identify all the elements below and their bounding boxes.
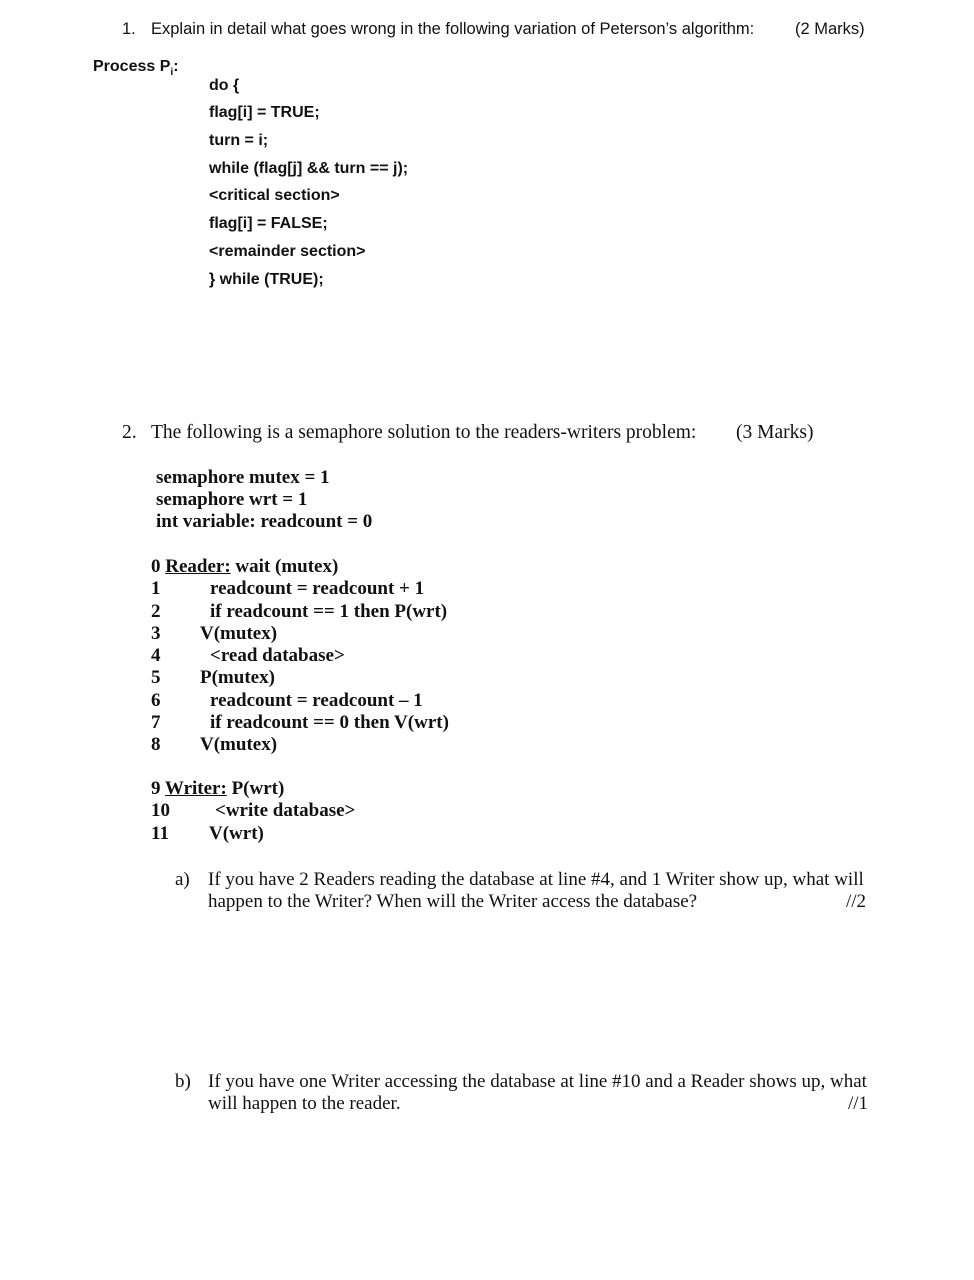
part-a-line-1: If you have 2 Readers reading the database at line #4, and 1 Writer show up, what will	[208, 869, 864, 890]
reader-line-code-3: V(mutex)	[200, 623, 278, 644]
code-line-4: while (flag[j] && turn == j);	[209, 160, 409, 177]
code-line-5: <critical section>	[209, 187, 340, 204]
writer-line-9: 9 Writer: P(wrt)	[151, 778, 285, 799]
writer-line-code-11: V(wrt)	[209, 823, 264, 844]
decl-readcount: int variable: readcount = 0	[156, 511, 373, 532]
process-label: Process $P_i$:	[93, 58, 179, 79]
reader-line-num-7: 7	[151, 712, 161, 733]
reader-line-num-8: 8	[151, 734, 161, 755]
part-a-marks: //2	[846, 891, 867, 912]
reader-line-num-1: 1	[151, 578, 161, 599]
q2-marks: (3 Marks)	[736, 422, 814, 443]
q1-text: Explain in detail what goes wrong in the following variation of Peterson’s algorithm:	[151, 20, 755, 38]
reader-line-num-4: 4	[151, 645, 161, 666]
reader-line-code-7: if readcount == 0 then V(wrt)	[210, 712, 449, 733]
code-line-7: <remainder section>	[209, 243, 366, 260]
reader-line-num-5: 5	[151, 667, 161, 688]
code-line-6: flag[i] = FALSE;	[209, 215, 328, 232]
q1-number: 1.	[122, 20, 136, 38]
code-line-3: turn = i;	[209, 132, 269, 149]
decl-mutex: semaphore mutex = 1	[156, 467, 330, 488]
code-line-2: flag[i] = TRUE;	[209, 104, 320, 121]
part-a-line-2: happen to the Writer? When will the Writer access the database?	[208, 891, 698, 912]
writer-line-num-10: 10	[151, 800, 170, 821]
decl-wrt: semaphore wrt = 1	[156, 489, 308, 510]
writer-line-code-10: <write database>	[215, 800, 356, 821]
part-b-letter: b)	[175, 1071, 191, 1092]
reader-line-code-2: if readcount == 1 then P(wrt)	[210, 601, 448, 622]
reader-line-num-6: 6	[151, 690, 161, 711]
code-line-1: do {	[209, 77, 240, 94]
q2-number: 2.	[122, 422, 137, 443]
reader-line-code-5: P(mutex)	[200, 667, 275, 688]
part-b-line-1: If you have one Writer accessing the database at line #10 and a Reader shows up, what	[208, 1071, 867, 1092]
reader-line-num-3: 3	[151, 623, 161, 644]
reader-line-code-4: <read database>	[210, 645, 345, 666]
q1-marks: (2 Marks)	[795, 20, 865, 38]
writer-line-num-11: 11	[151, 823, 169, 844]
reader-line-0: 0 Reader: wait (mutex)	[151, 556, 339, 577]
reader-line-code-8: V(mutex)	[200, 734, 278, 755]
reader-line-code-1: readcount = readcount + 1	[210, 578, 425, 599]
reader-line-num-2: 2	[151, 601, 161, 622]
code-line-8: } while (TRUE);	[209, 271, 324, 288]
q2-text: The following is a semaphore solution to the readers-writers problem:	[151, 422, 697, 443]
part-b-marks: //1	[848, 1093, 869, 1114]
part-b-line-2: will happen to the reader.	[208, 1093, 401, 1114]
reader-line-code-6: readcount = readcount – 1	[210, 690, 423, 711]
part-a-letter: a)	[175, 869, 190, 890]
